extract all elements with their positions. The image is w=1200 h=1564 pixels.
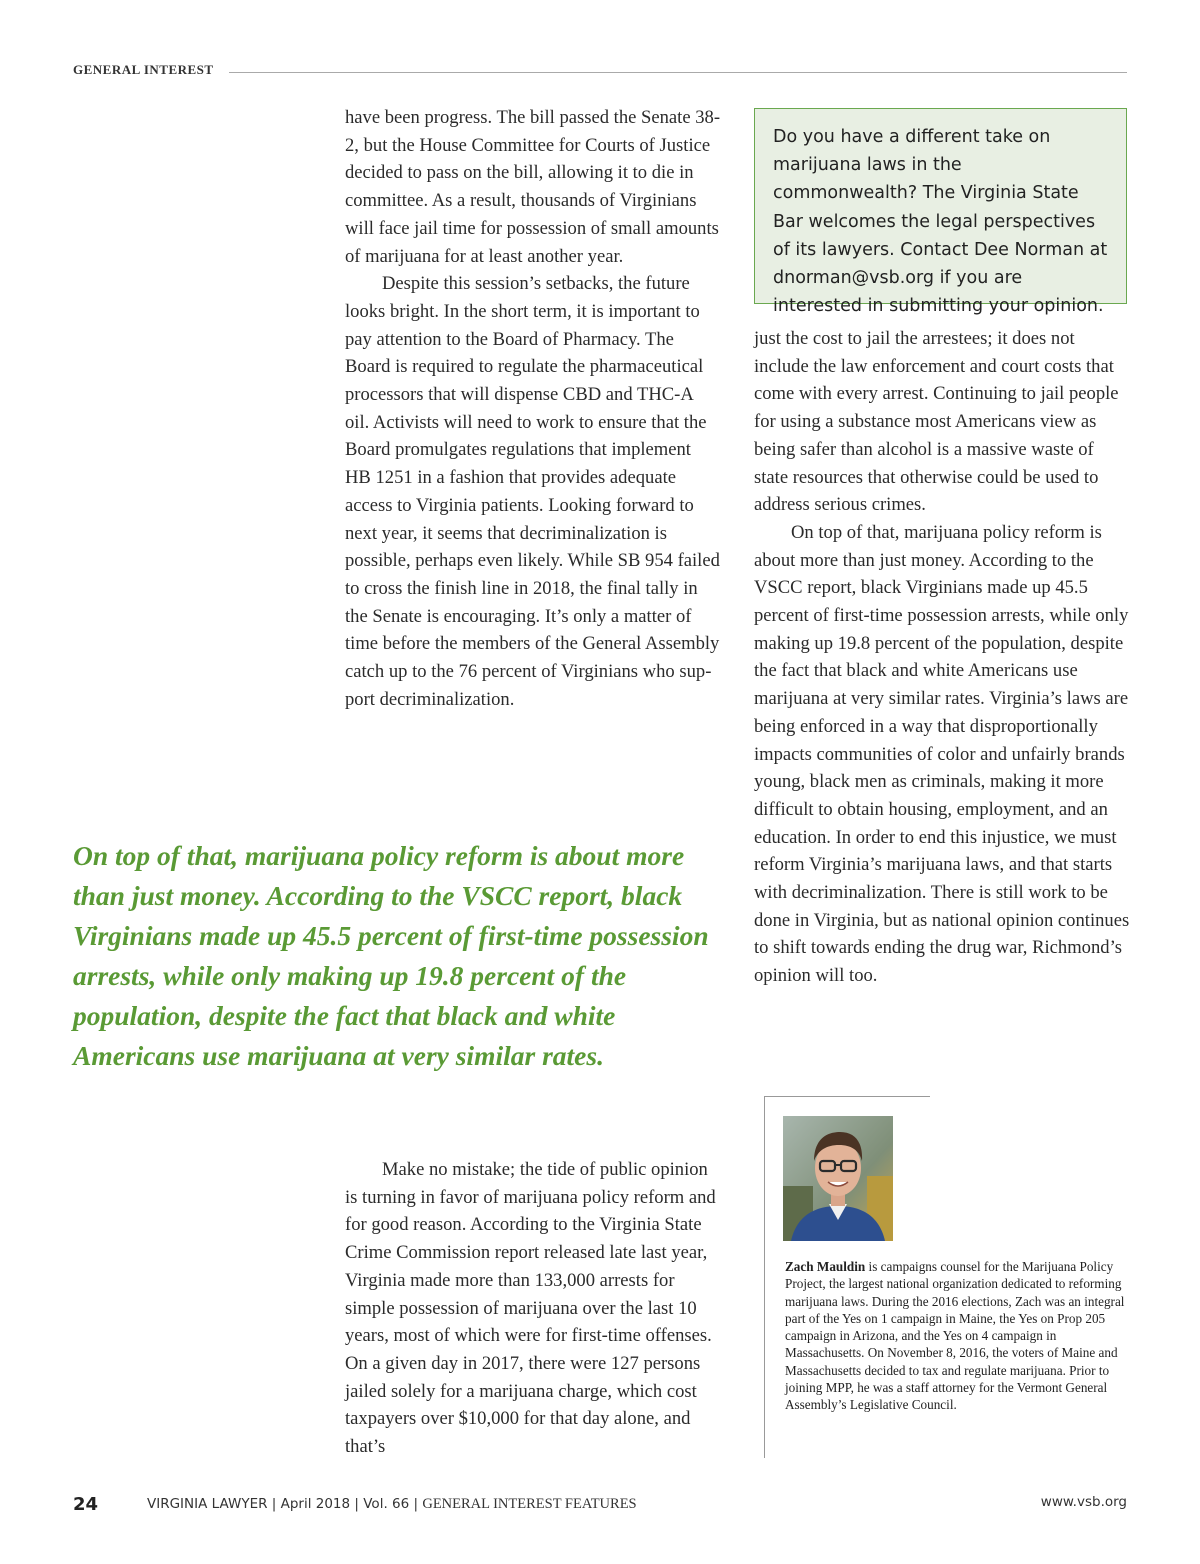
article-column-1 — [345, 104, 721, 713]
footer-website: www.vsb.org — [1040, 1494, 1127, 1510]
author-bio-box — [764, 1096, 1135, 1458]
callout-text: Do you have a different take on marijuana laws in the commonwealth? The Virginia State Bar welcomes the legal perspectives of its lawyers. Contact Dee Norman at dnorman@vsb.org if you are interested in submitting your opinion. — [773, 127, 1108, 317]
article-column-2 — [345, 1156, 721, 1461]
footer-section: GENERAL INTEREST FEATURES — [422, 1496, 637, 1512]
paragraph: have been progress. The bill passed the Senate 38-2, but the House Committee for Courts of Justice decided to pass on the bill, allowing it to die in committee. As a result, thousands of Virginians will face jail time for possession of small amounts of marijuana for at least another year. — [345, 107, 721, 267]
section-label: GENERAL INTEREST — [73, 62, 214, 77]
publication-info: VIRGINIA LAWYER | April 2018 | Vol. 66 | — [147, 1496, 423, 1512]
submission-callout-box — [754, 108, 1127, 317]
author-bio-description: is campaigns counsel for the Marijuana Policy Project, the largest national organization dedicated to reforming marijuana laws. During the 2016 elections, Zach was an integral part of the Yes on 1 campaign in Maine, the Yes on Prop 205 campaign in Arizona, and the Yes on 4 campaign in Massachusetts. On November 8, 2016, the voters of Maine and Massachusetts decided to tax and regulate marijuana. Prior to joining MPP, he was a staff attorney for the Vermont General Assembly’s Legislative Council. — [785, 1259, 1125, 1413]
bio-divider — [765, 1096, 930, 1097]
author-photo — [783, 1116, 893, 1241]
pull-quote: On top of that, marijuana policy reform is about more than just money. According to the VSCC report, black Virginians made up 45.5 percent of first-time possession arrests, while only making up 19.8 percent of the population, despite the fact that black and white Americans use marijuana at very similar rates. — [73, 840, 709, 1071]
page-number: 24 — [73, 1494, 99, 1515]
author-bio-text — [785, 1258, 1133, 1414]
paragraph: On top of that, marijuana policy reform is about more than just money. According to the VSCC report, black Virginians made up 45.5 percent of first-time possession arrests, while only making up 19.8 percent of the population, despite the fact that black and white Americans use marijuana at very similar rates. Virginia’s laws are being enforced in a way that disproportionally impacts communities of color and unfairly brands young, black men as criminals, making it more difficult to obtain housing, employment, and an education. In order to end this injustice, we must reform Virginia’s marijuana laws, and that starts with decriminalization. There is still work to be done in Virginia, but as national opinion continues to shift towards ending the drug war, Richmond’s opinion will too. — [754, 521, 1130, 987]
paragraph: just the cost to jail the arrestees; it does not include the law enforcement and court costs that come with every arrest. Continuing to jail people for using a substance most Americans view as being safer than alcohol is a massive waste of state resources that otherwise could be used to address serious crimes. — [754, 328, 1119, 516]
paragraph: Despite this session’s setbacks, the future looks bright. In the short term, it is important to pay attention to the Board of Pharmacy. The Board is required to regulate the pharmaceutical processors that will dispense CBD and THC-A oil. Activists will need to work to ensure that the Board promulgates regulations that implement HB 1251 in a fashion that provides adequate access to Virginia patients. Looking forward to next year, it seems that decriminalization is possible, perhaps even likely. While SB 954 failed to cross the finish line in 2018, the final tally in the Senate is encouraging. It’s only a matter of time before the members of the General Assembly catch up to the 76 percent of Virginians who support decriminalization. — [345, 273, 720, 710]
section-divider — [229, 72, 1127, 73]
article-column-3 — [754, 325, 1130, 990]
footer-publication — [147, 1496, 637, 1513]
paragraph: Make no mistake; the tide of public opinion is turning in favor of marijuana policy reform and for good reason. According to the Virginia State Crime Commission report released late last year, Virginia made more than 133,000 arrests for simple possession of marijuana over the last 10 years, most of which were for first-time offenses. On a given day in 2017, there were 127 persons jailed solely for a marijuana charge, which cost taxpayers over $10,000 for that day alone, and that’s — [345, 1159, 716, 1458]
author-name: Zach Mauldin — [785, 1259, 866, 1274]
